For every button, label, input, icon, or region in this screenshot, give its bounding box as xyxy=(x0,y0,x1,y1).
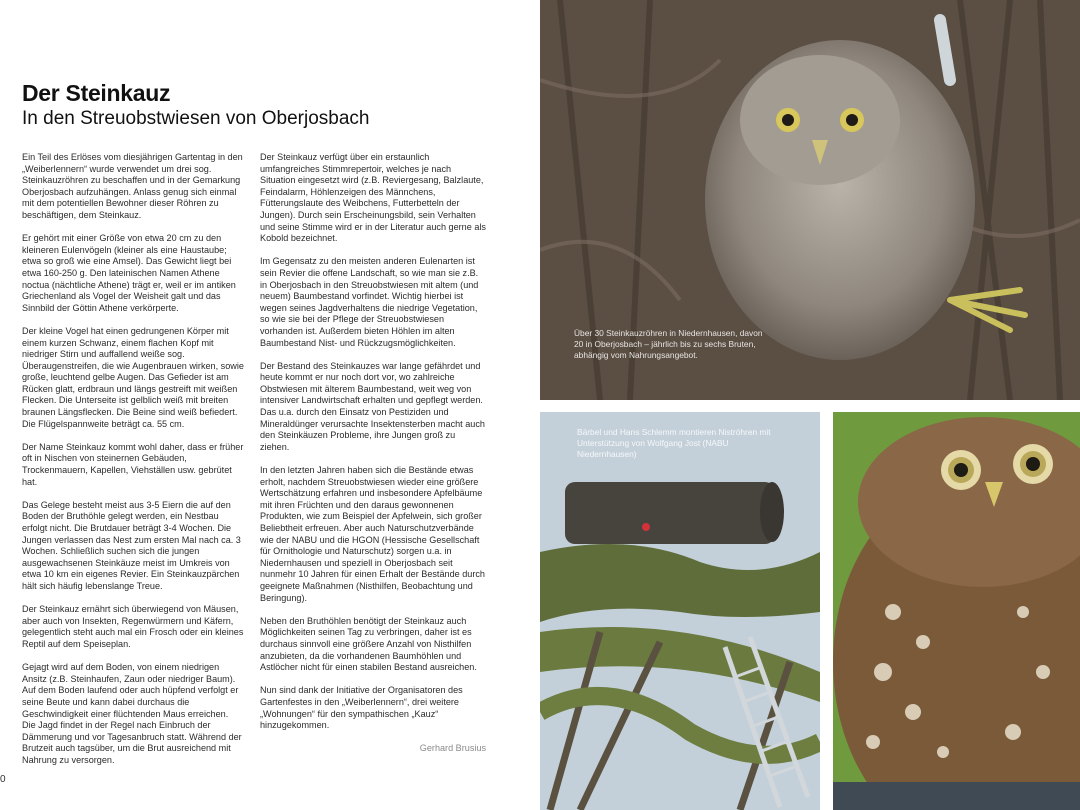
adult-owl-illustration xyxy=(833,412,1080,810)
paragraph: Der Name Steinkauz kommt wohl daher, dass er früher oft in Nischen von steinernen Gebäuden, Trockenmauern, Kapellen, Viehställen usw. gebrütet hat. xyxy=(22,441,244,487)
paragraph: Der Steinkauz ernährt sich überwiegend von Mäusen, aber auch von Insekten, Regenwürmern und Käfern, gelegentlich steht auch mal ein Frosch oder ein kleines Reptil auf dem Speiseplan. xyxy=(22,604,244,649)
photo-adult-owl xyxy=(833,412,1080,810)
author-credit: Gerhard Brusius xyxy=(419,743,486,754)
paragraph: Ein Teil des Erlöses vom diesjährigen Gartentag in den „Weiberlennern“ wurde verwendet um drei sog. Steinkauzröhren zu beschaffen und in der Gemarkung Oberjosbach aufzuhängen. Anlass genug sich einmal mit dem potentiellen Bewohner dieser Röhren zu beschäftigen, dem Steinkauz. xyxy=(22,152,243,220)
caption-nesting-tube: Bärbel und Hans Schlemm montieren Niströhren mit Unterstützung von Wolfgang Jost (NABU Niedernhausen) xyxy=(577,427,771,459)
article-title: Der Steinkauz xyxy=(22,80,171,106)
text-column-2 xyxy=(260,152,486,766)
paragraph: Er gehört mit einer Größe von etwa 20 cm zu den kleineren Eulenvögeln (kleiner als eine Haustaube; etwa so groß wie eine Amsel). Das Gewicht liegt bei etwa 160-250 g. Den lateinischen Namen Athene noctua (nächtliche Athene) trägt er, weil er im antiken Griechenland als Vogel der Weisheit galt und das Sinnbild der Göttin Athene verkörperte. xyxy=(22,233,236,313)
page-number: 0 xyxy=(0,774,6,785)
photo-nesting-tube xyxy=(540,412,820,810)
article-subtitle: In den Streuobstwiesen von Oberjosbach xyxy=(22,108,370,129)
paragraph: Nun sind dank der Initiative der Organisatoren des Gartenfestes in den „Weiberlennern“, drei weitere „Wohnungen“ für den sympathischen „Kauz“ hinzugekommen. xyxy=(260,685,463,731)
paragraph: In den letzten Jahren haben sich die Bestände etwas erholt, nachdem Streuobstwiesen wieder eine größere Wertschätzung erfahren und insbesondere Apfelbäume mit ihren Früchten und den daraus gewonnenen Produkten, wie zum Beispiel der Apfelwein, sich großer Beliebtheit erfreuen. Aber auch Naturschutzverbände wie der NABU und die HGON (Hessische Gesellschaft für Ornithologie und Naturschutz) sorgen u.a. in Niedernhausen und speziell in Oberjosbach seit nunmehr 10 Jahren für einen Erhalt der Bestände durch geeignete Maßnahmen (Nisthilfen, Beobachtung und Beringung). xyxy=(260,465,485,603)
text-column-1 xyxy=(22,152,244,778)
paragraph: Der Bestand des Steinkauzes war lange gefährdet und heute kommt er nur noch dort vor, wo zahlreiche Obstwiesen mit älterem Baumbestand, weit weg von intensiver Landwirtschaft erhalten und gepflegt werden. Das u.a. durch den Einsatz von Pestiziden und Mineraldünger verursachte Insektensterben macht auch den Steinkäuzen Probleme, ihre Jungen groß zu ziehen. xyxy=(260,360,485,452)
nesting-tube-illustration xyxy=(540,412,820,810)
paragraph: Neben den Bruthöhlen benötigt der Steinkauz auch Möglichkeiten seinen Tag zu verbringen, daher ist es durchaus sinnvoll eine größere Anzahl von Nisthilfen anzubieten, da die vorhandenen Baumhöhlen und Astlöcher nicht für einen stabilen Bestand ausreichen. xyxy=(260,615,477,673)
caption-owl-chick: Über 30 Steinkauzröhren in Niedernhausen, davon 20 in Oberjosbach – jährlich bis zu sechs Bruten, abhängig vom Nahrungsangebot. xyxy=(574,328,763,360)
paragraph: Der kleine Vogel hat einen gedrungenen Körper mit einem kurzen Schwanz, einem flachen Kopf mit niedriger Stirn und auffallend weiße sog. Überaugenstreifen, die wie Augenbrauen wirken, sowie große, leuchtend gelbe Augen. Das Gefieder ist am Rücken glatt, erdbraun und längs gestreift mit weißen Flecken. Die Unterseite ist gelblich weiß mit breiten braunen Längsflecken. Die Beine sind weiß befiedert. Die Flügelspannweite beträgt ca. 55 cm. xyxy=(22,325,244,429)
paragraph: Gejagt wird auf dem Boden, von einem niedrigen Ansitz (z.B. Steinhaufen, Zaun oder niedriger Baum). Auf dem Boden laufend oder auch hüpfend verfolgt er seine Beute und kann dabei durchaus die Geschwindigkeit einer flüchtenden Maus erreichen. Die Jagd findet in der Regel nach Einbruch der Dämmerung und vor Tagesanbruch statt. Während der Brutzeit auch tagsüber, um die Brut ausreichend mit Nahrung zu versorgen. xyxy=(22,662,242,765)
paragraph: Der Steinkauz verfügt über ein erstaunlich umfangreiches Stimmrepertoir, welches je nach Situation eingesetzt wird (z.B. Reviergesang, Balzlaute, Feindalarm, Höhlenzeigen des Männchens, Fütterungslaute des Weibchens, Futterbetteln der Jungen). Durch sein Erscheinungsbild, sein Verhalten und seine Stimme wird er in der Literatur auch gerne als Kobold bezeichnet. xyxy=(260,152,486,244)
paragraph: Das Gelege besteht meist aus 3-5 Eiern die auf den Boden der Bruthöhle gelegt werden, ein Nestbau erfolgt nicht. Die Brutdauer beträgt 3-4 Wochen. Die Jungen verlassen das Nest zum ersten Mal nach ca. 3 Wochen. Schließlich suchen sich die jungen ausgewachsenen Steinkäuze meist im Umkreis von etwa 10 km ein eigenes Revier. Ein Steinkauzpärchen hält sich häufig lebenslange Treue. xyxy=(22,499,241,591)
paragraph: Im Gegensatz zu den meisten anderen Eulenarten ist sein Revier die offene Landschaft, so wie man sie z.B. in Oberjosbach in den Streuobstwiesen mit altem (und neuem) Baumbestand vorfindet. Wichtig hierbei ist wegen seines Jagdverhaltens die niedrige Vegetation, so wie sie bei der Pflege der Streuobstwiesen vorhanden ist. Außerdem bieten Höhlen im alten Baumbestand Nist- und Rückzugsmöglichkeiten. xyxy=(260,256,479,348)
